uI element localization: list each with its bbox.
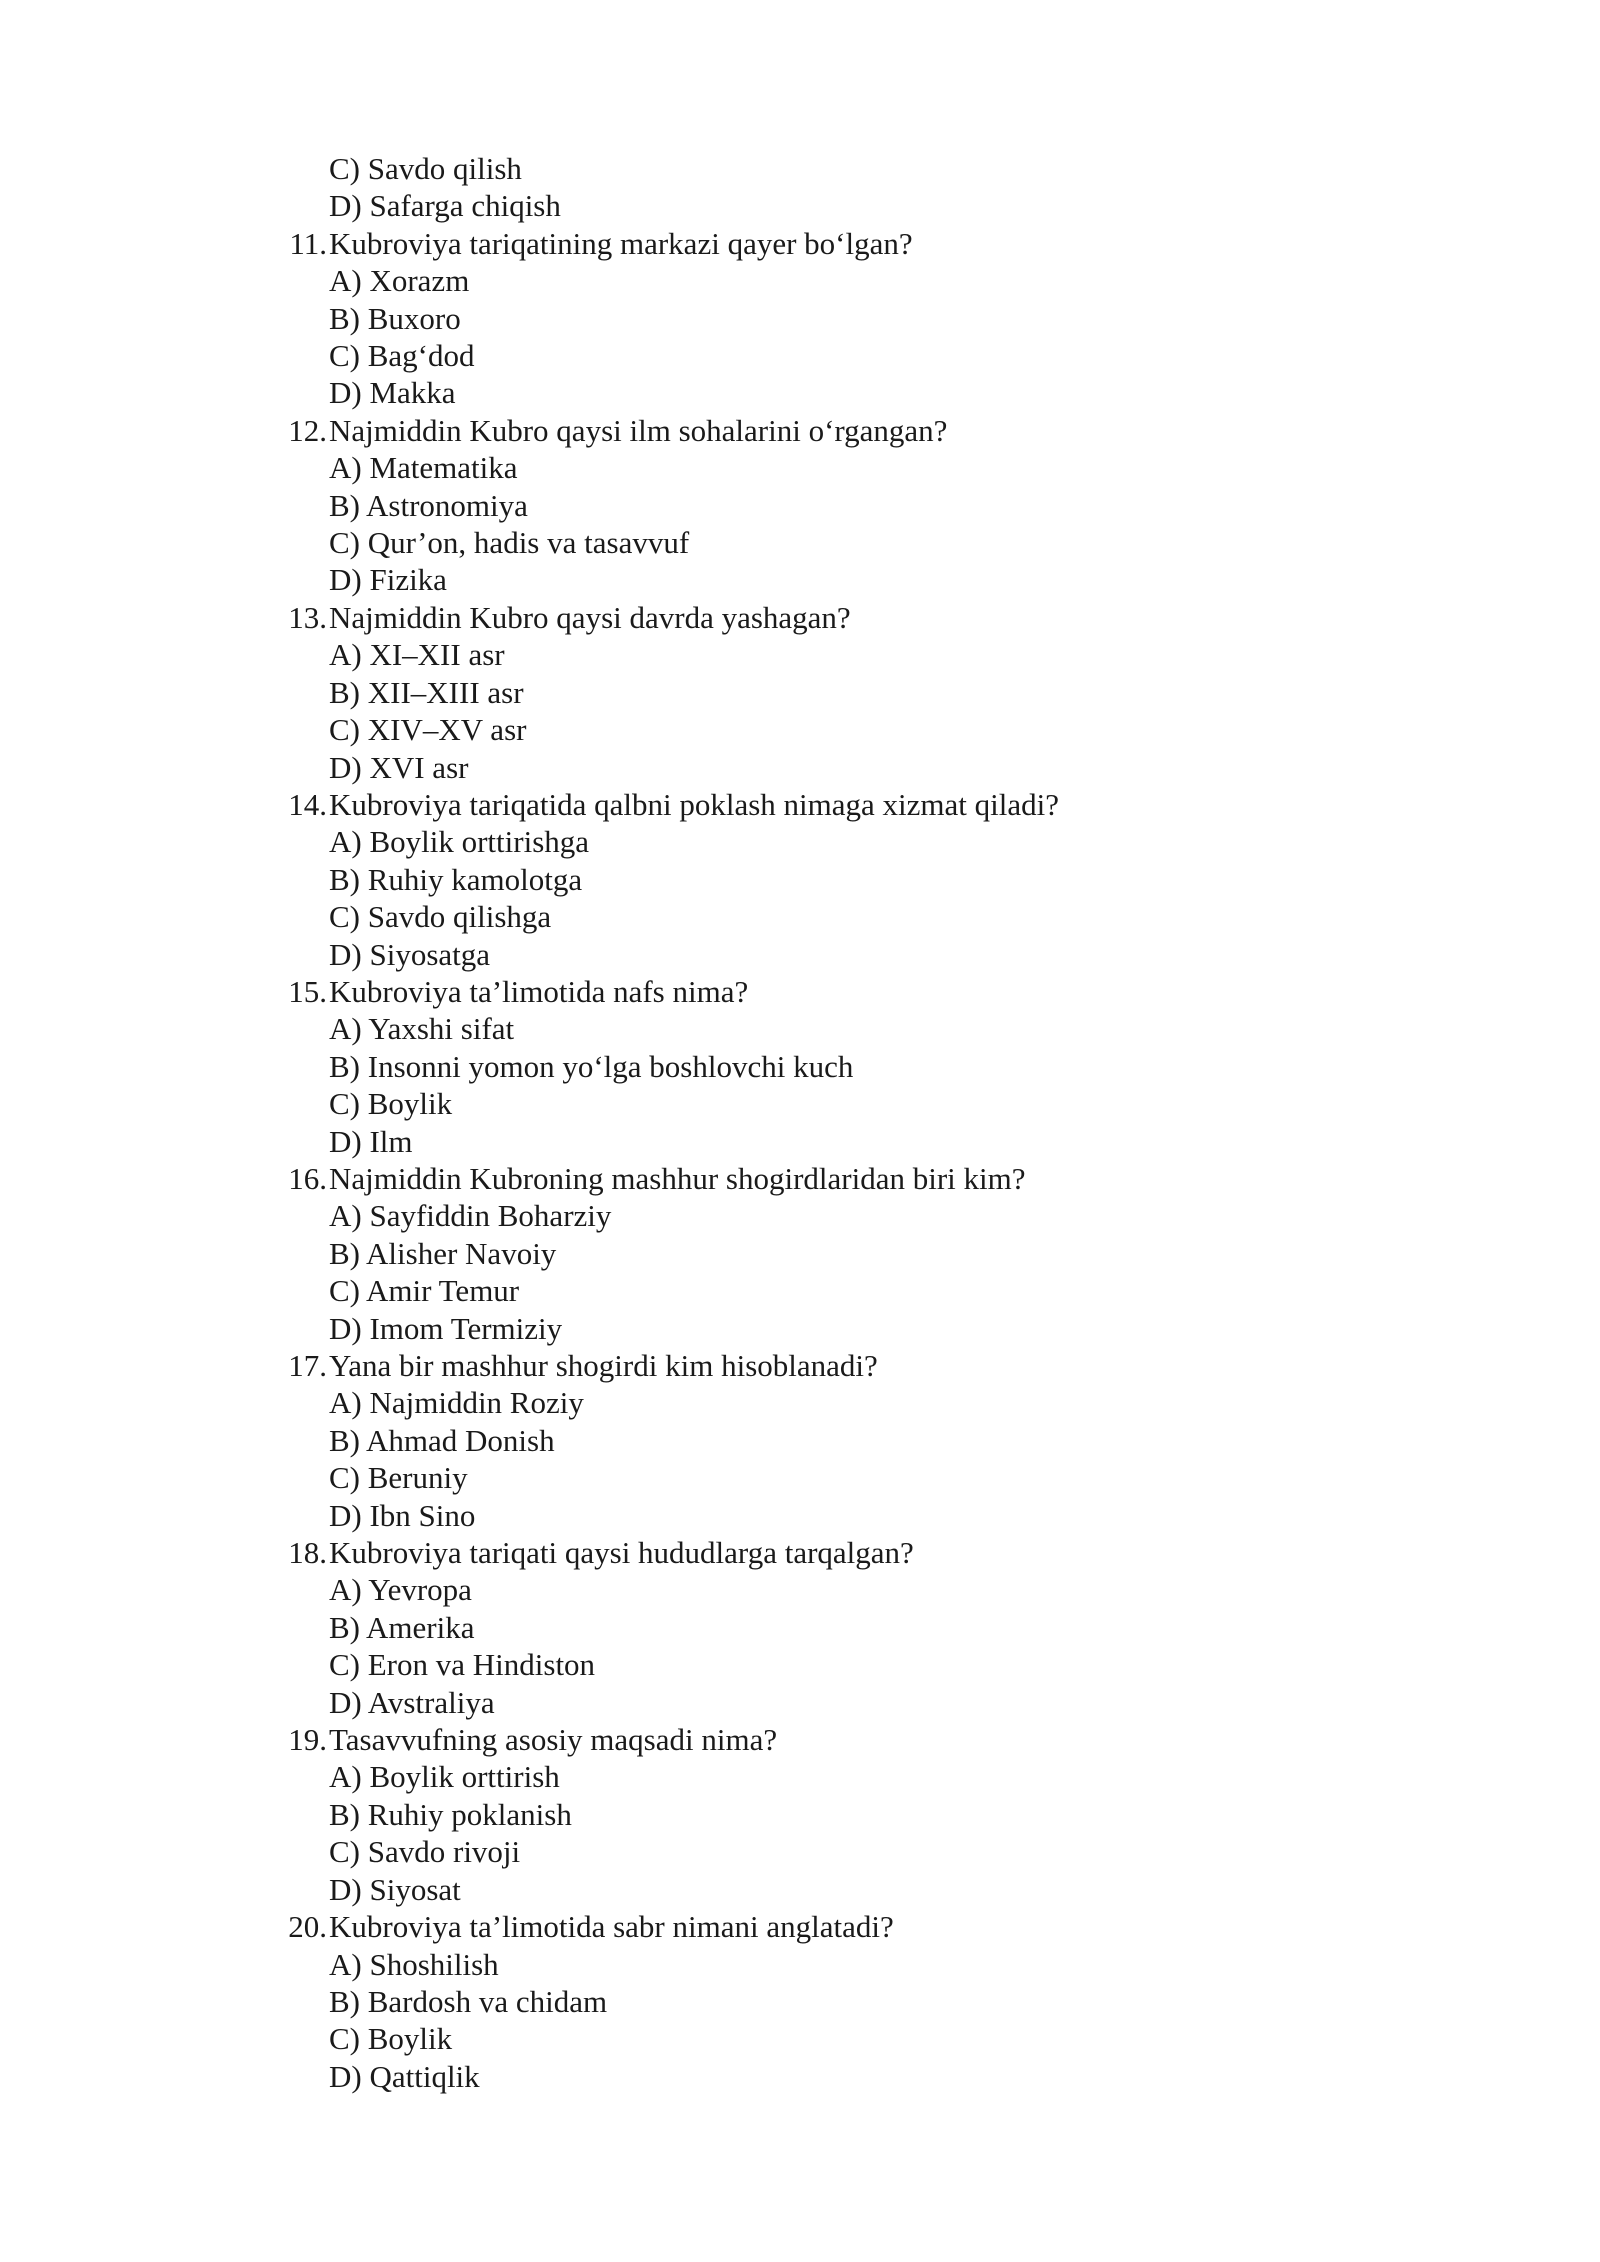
question-line xyxy=(0,786,1600,823)
option: C) Savdo rivoji xyxy=(329,1834,521,1870)
question-number: 13. xyxy=(288,599,327,635)
option: A) Shoshilish xyxy=(329,1946,499,1982)
option: A) Sayfiddin Boharziy xyxy=(329,1198,612,1234)
option: D) Ilm xyxy=(329,1123,413,1159)
question-line xyxy=(0,1347,1600,1384)
question-block xyxy=(0,1908,1600,2095)
option: B) Bardosh va chidam xyxy=(329,1983,608,2019)
option: C) Savdo qilish xyxy=(329,151,522,186)
question-block xyxy=(0,412,1600,599)
question-block xyxy=(0,786,1600,973)
option: D) Qattiqlik xyxy=(329,2058,480,2094)
question-text: Tasavvufning asosiy maqsadi nima? xyxy=(329,1722,778,1758)
question-block xyxy=(0,599,1600,786)
option: A) XI–XII asr xyxy=(329,637,505,673)
question-text: Najmiddin Kubro qaysi ilm sohalarini o‘rgangan? xyxy=(329,412,948,448)
option: C) Qur’on, hadis va tasavvuf xyxy=(329,525,690,561)
question-number: 17. xyxy=(288,1348,327,1383)
option: D) Avstraliya xyxy=(329,1684,495,1720)
question-block xyxy=(0,225,1600,412)
question-list xyxy=(0,225,1600,2095)
question-line xyxy=(0,1160,1600,1197)
question-line xyxy=(0,1908,1600,1945)
question-block xyxy=(0,1347,1600,1534)
question-line xyxy=(0,973,1600,1010)
question-number: 11. xyxy=(289,225,327,261)
option: A) Xorazm xyxy=(329,263,470,299)
option: D) Ibn Sino xyxy=(329,1497,476,1533)
option: D) Makka xyxy=(329,375,456,411)
option: B) Ruhiy kamolotga xyxy=(329,861,583,897)
option: D) XVI asr xyxy=(329,749,469,785)
question-block xyxy=(0,1534,1600,1721)
option: B) Ruhiy poklanish xyxy=(329,1796,572,1832)
question-text: Yana bir mashhur shogirdi kim hisoblanadi? xyxy=(329,1348,878,1383)
option: C) Beruniy xyxy=(329,1460,468,1496)
option: B) Buxoro xyxy=(329,300,461,336)
option: D) Siyosat xyxy=(329,1871,461,1907)
question-text: Kubroviya tariqatining markazi qayer bo‘lgan? xyxy=(329,225,913,261)
question-text: Kubroviya ta’limotida nafs nima? xyxy=(329,973,749,1009)
option: B) XII–XIII asr xyxy=(329,674,524,710)
option: B) Astronomiya xyxy=(329,487,528,523)
option: D) Fizika xyxy=(329,562,447,598)
option: C) XIV–XV asr xyxy=(329,712,527,748)
question-text: Najmiddin Kubro qaysi davrda yashagan? xyxy=(329,599,851,635)
question-text: Kubroviya tariqati qaysi hududlarga tarqalgan? xyxy=(329,1535,914,1571)
question-number: 15. xyxy=(288,973,327,1009)
option: A) Boylik orttirish xyxy=(329,1759,560,1795)
option: D) Siyosatga xyxy=(329,936,491,972)
option: C) Boylik xyxy=(329,2021,453,2057)
option: C) Bag‘dod xyxy=(329,338,475,374)
question-block xyxy=(0,973,1600,1160)
option: B) Alisher Navoiy xyxy=(329,1235,557,1271)
lead-options xyxy=(0,150,1600,225)
question-line xyxy=(0,225,1600,262)
question-text: Kubroviya ta’limotida sabr nimani anglatadi? xyxy=(329,1909,894,1945)
question-line xyxy=(0,1721,1600,1758)
option: C) Boylik xyxy=(329,1086,453,1122)
question-line xyxy=(0,412,1600,449)
question-block xyxy=(0,1160,1600,1347)
question-number: 12. xyxy=(288,412,327,448)
question-block xyxy=(0,1721,1600,1908)
option: D) Imom Termiziy xyxy=(329,1310,563,1346)
question-line xyxy=(0,599,1600,636)
option: B) Insonni yomon yo‘lga boshlovchi kuch xyxy=(329,1048,854,1084)
question-number: 18. xyxy=(288,1535,327,1571)
question-number: 19. xyxy=(288,1722,327,1758)
question-text: Najmiddin Kubroning mashhur shogirdlaridan biri kim? xyxy=(329,1160,1026,1196)
option: A) Boylik orttirishga xyxy=(329,824,590,860)
option: A) Najmiddin Roziy xyxy=(329,1385,584,1421)
question-text: Kubroviya tariqatida qalbni poklash nimaga xizmat qiladi? xyxy=(329,786,1060,822)
option: C) Eron va Hindiston xyxy=(329,1647,596,1683)
question-line xyxy=(0,1534,1600,1571)
option: B) Ahmad Donish xyxy=(329,1422,555,1458)
option: A) Yevropa xyxy=(329,1572,472,1608)
question-number: 20. xyxy=(288,1909,327,1945)
option: D) Safarga chiqish xyxy=(329,188,561,224)
document-body xyxy=(0,150,1600,2095)
option: C) Savdo qilishga xyxy=(329,899,552,935)
option: B) Amerika xyxy=(329,1609,475,1645)
option: A) Matematika xyxy=(329,450,518,486)
option: A) Yaxshi sifat xyxy=(329,1011,515,1047)
question-number: 16. xyxy=(288,1160,327,1196)
question-number: 14. xyxy=(288,786,327,822)
option: C) Amir Temur xyxy=(329,1273,520,1309)
